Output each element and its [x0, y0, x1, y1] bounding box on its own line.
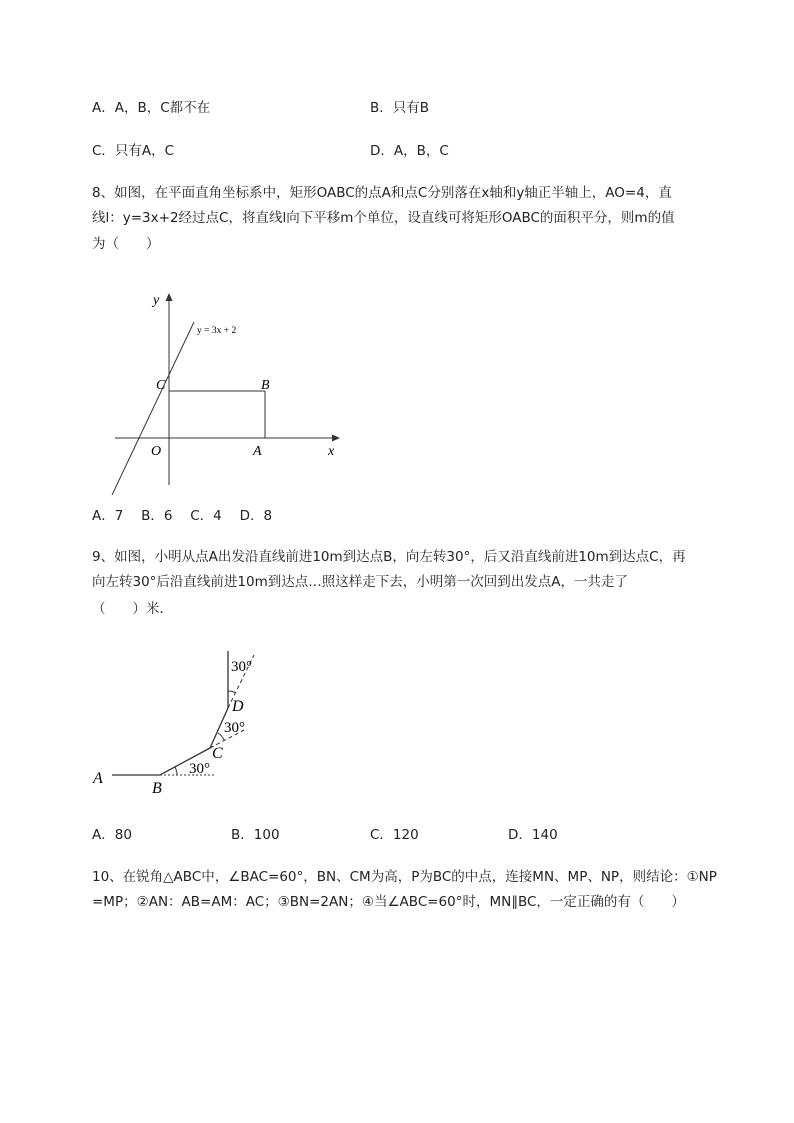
q9-text-line1: 9、如图，小明从点A出发沿直线前进10m到达点B，向左转30°，后又沿直线前进10m到达点C，再 — [92, 549, 686, 565]
angle-label-mid: 30° — [224, 720, 245, 736]
q8-coordinate-figure — [100, 285, 360, 500]
angle-label-bottom: 30° — [189, 761, 210, 777]
y-axis-arrow — [166, 293, 173, 301]
q7-option-c: C．只有A，C — [92, 143, 175, 159]
q9-option-a: A．80 — [92, 827, 132, 843]
point-c-label: C — [156, 378, 166, 393]
point-d-label: D — [232, 698, 244, 715]
q7-option-b: B．只有B — [370, 100, 430, 116]
x-axis-label: x — [328, 444, 335, 459]
q7-option-d: D．A，B，C — [370, 143, 449, 159]
q9-option-d: D．140 — [508, 827, 558, 843]
angle-arc-d — [228, 691, 236, 693]
x-axis-arrow — [332, 435, 340, 442]
origin-label: O — [151, 444, 162, 459]
line-l — [112, 322, 194, 495]
q9-text-line3: （ ）米． — [92, 601, 173, 617]
point-b-label: B — [152, 780, 162, 797]
y-axis-label: y — [153, 293, 160, 308]
q8-text-line1: 8、如图，在平面直角坐标系中，矩形OABC的点A和点C分别落在x轴和y轴正半轴上，AO=4，直 — [92, 185, 672, 201]
line-equation-label: y = 3x + 2 — [197, 326, 237, 336]
angle-arc-b — [175, 767, 177, 775]
q9-option-c: C．120 — [370, 827, 419, 843]
point-b-label: B — [261, 378, 270, 393]
q10-text-line2: =MP；②AN：AB=AM：AC；③BN=2AN；④当∠ABC=60°时，MN∥BC，一定正确的有（ ） — [92, 894, 685, 910]
point-a-label: A — [93, 770, 103, 787]
point-a-label: A — [253, 444, 262, 459]
q9-path-figure — [90, 645, 270, 800]
walking-path — [112, 651, 228, 775]
angle-label-top: 30° — [231, 659, 252, 675]
q10-text-line1: 10、在锐角△ABC中，∠BAC=60°，BN、CM为高，P为BC的中点，连接MN、MP、NP，则结论：①NP — [92, 869, 717, 885]
q8-text-line2: 线l：y=3x+2经过点C，将直线l向下平移m个单位，设直线可将矩形OABC的面积平分，则m的值 — [92, 210, 675, 226]
q9-text-line2: 向左转30°后沿直线前进10m到达点…照这样走下去，小明第一次回到出发点A，一共走了 — [92, 574, 628, 590]
q7-option-a: A．A，B，C都不在 — [92, 100, 211, 116]
q8-options: A．7 B．6 C．4 D．8 — [92, 508, 273, 524]
q9-option-b: B．100 — [231, 827, 280, 843]
q8-text-line3: 为（ ） — [92, 236, 160, 252]
point-c-label: C — [212, 745, 223, 762]
